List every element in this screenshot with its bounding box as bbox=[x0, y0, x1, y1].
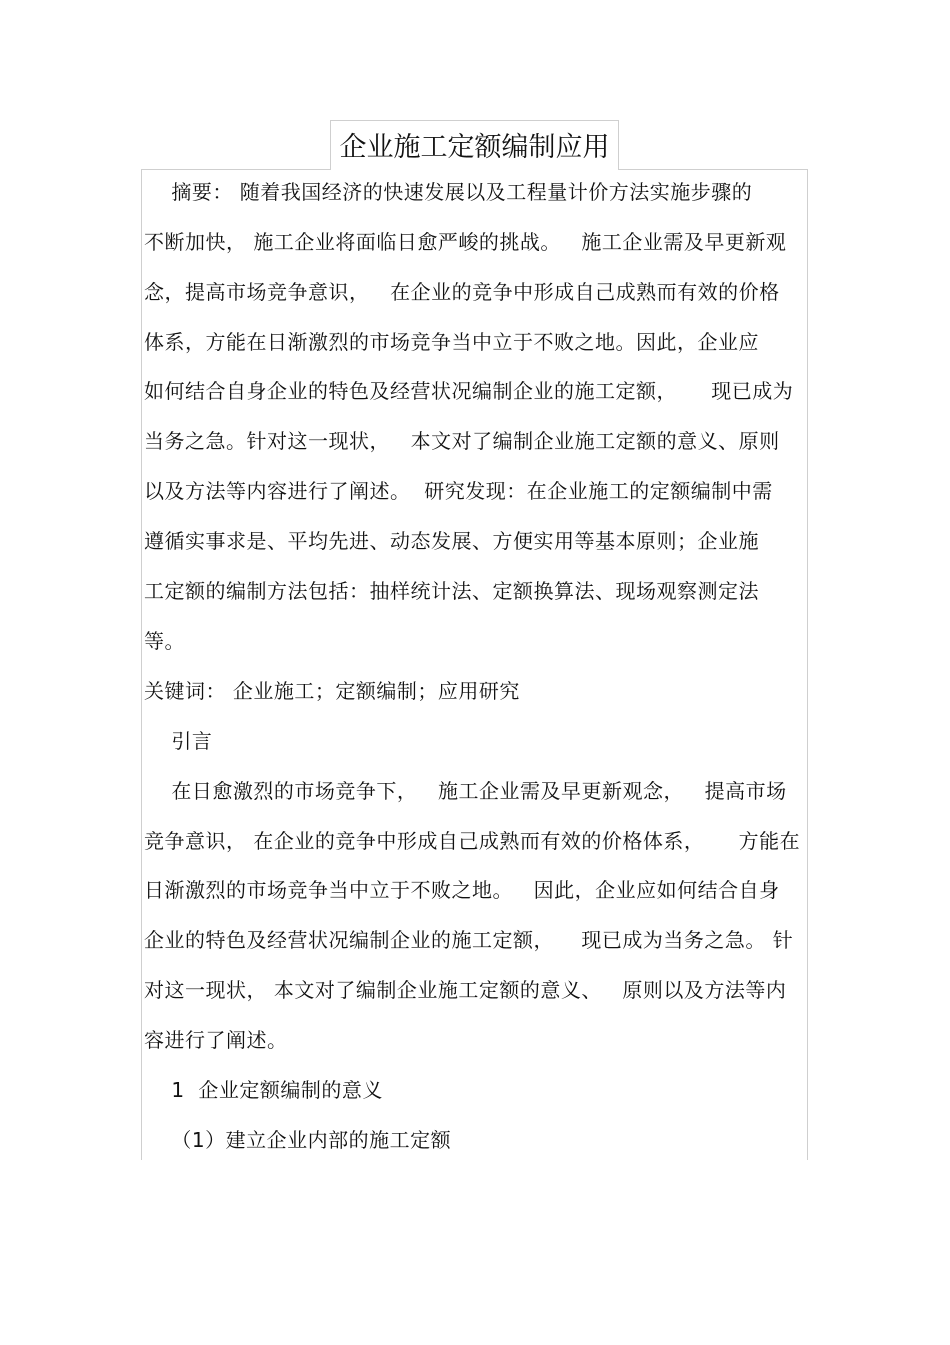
abstract-line: 以及方法等内容进行了阐述。 研究发现：在企业施工的定额编制中需 bbox=[144, 479, 773, 503]
intro-heading: 引言 bbox=[144, 729, 213, 753]
abstract-line: 体系，方能在日渐激烈的市场竞争当中立于不败之地。因此，企业应 bbox=[144, 330, 759, 354]
abstract-line: 摘要： 随着我国经济的快速发展以及工程量计价方法实施步骤的 bbox=[144, 180, 753, 204]
abstract-line: 念，提高市场竞争意识， 在企业的竞争中形成自己成熟而有效的价格 bbox=[144, 280, 780, 304]
subsection-heading: （1）建立企业内部的施工定额 bbox=[144, 1128, 452, 1152]
frame-top-right-border bbox=[619, 169, 808, 170]
intro-line: 日渐激烈的市场竞争当中立于不败之地。 因此，企业应如何结合自身 bbox=[144, 878, 780, 902]
frame-right-border bbox=[807, 170, 808, 1160]
intro-line: 在日愈激烈的市场竞争下， 施工企业需及早更新观念， 提高市场 bbox=[144, 779, 787, 803]
frame-left-border bbox=[141, 170, 142, 1160]
abstract-line: 等。 bbox=[144, 629, 185, 653]
document-title: 企业施工定额编制应用 bbox=[339, 132, 610, 163]
intro-line: 企业的特色及经营状况编制企业的施工定额， 现已成为当务之急。 针 bbox=[144, 928, 794, 952]
abstract-line: 如何结合自身企业的特色及经营状况编制企业的施工定额， 现已成为 bbox=[144, 379, 794, 403]
keywords-line: 关键词： 企业施工；定额编制；应用研究 bbox=[144, 679, 520, 703]
abstract-line: 工定额的编制方法包括：抽样统计法、定额换算法、现场观察测定法 bbox=[144, 579, 759, 603]
abstract-line: 不断加快， 施工企业将面临日愈严峻的挑战。 施工企业需及早更新观 bbox=[144, 230, 787, 254]
section-heading: 1 企业定额编制的意义 bbox=[144, 1078, 383, 1102]
abstract-line: 当务之急。针对这一现状， 本文对了编制企业施工定额的意义、原则 bbox=[144, 429, 780, 453]
intro-line: 对这一现状， 本文对了编制企业施工定额的意义、 原则以及方法等内 bbox=[144, 978, 787, 1002]
intro-line: 竞争意识， 在企业的竞争中形成自己成熟而有效的价格体系， 方能在 bbox=[144, 829, 801, 853]
abstract-line: 遵循实事求是、平均先进、动态发展、方便实用等基本原则；企业施 bbox=[144, 529, 759, 553]
frame-top-left-border bbox=[141, 169, 331, 170]
intro-line: 容进行了阐述。 bbox=[144, 1028, 288, 1052]
